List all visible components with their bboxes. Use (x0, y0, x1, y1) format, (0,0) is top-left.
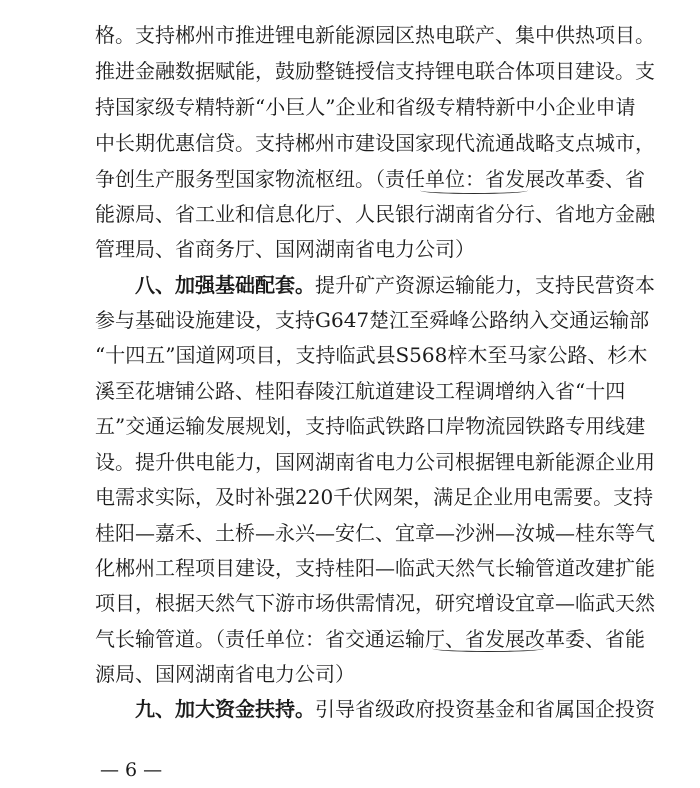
section-8-heading: 八、加强基础配套。 (135, 273, 315, 297)
text-line: 电需求实际，及时补强220千伏网架，满足企业用电需要。支持 (95, 485, 654, 509)
text-line: 桂阳—嘉禾、土桥—永兴—安仁、宜章—沙洲—汝城—桂东等气 (95, 521, 655, 545)
text-line: 推进金融数据赋能，鼓励整链授信支持锂电联合体项目建设。支 (95, 59, 655, 83)
text-line: 化郴州工程项目建设，支持桂阳—临武天然气长输管道改建扩能 (95, 556, 655, 580)
text-line: 项目，根据天然气下游市场供需情况，研究增设宜章—临武天然 (95, 591, 655, 615)
page-number: — 6 — (100, 759, 163, 781)
text-line: 气长输管道。（责任单位：省交通运输厅、省发展改革委、省能 (95, 627, 645, 651)
handwritten-underline (432, 645, 544, 652)
handwritten-underline (420, 187, 528, 194)
text-line: 能源局、省工业和信息化厅、人民银行湖南省分行、省地方金融 (95, 202, 655, 226)
text-line: 源局、国网湖南省电力公司） (95, 662, 355, 686)
text-line: “十四五”国道网项目，支持临武县S568梓木至马家公路、杉木 (95, 343, 648, 367)
text-line: 争创生产服务型国家物流枢纽。（责任单位：省发展改革委、省 (95, 167, 645, 191)
text-line: 五”交通运输发展规划，支持临武铁路口岸物流园铁路专用线建 (95, 414, 646, 438)
text-line: 设。提升供电能力，国网湖南省电力公司根据锂电新能源企业用 (95, 450, 655, 474)
text-line: 中长期优惠信贷。支持郴州市建设国家现代流通战略支点城市， (95, 131, 655, 155)
section-8-first-line (135, 270, 655, 300)
text-line: 格。支持郴州市推进锂电新能源园区热电联产、集中供热项目。 (95, 23, 655, 47)
text-line: 溪至花塘铺公路、桂阳春陵江航道建设工程调增纳入省“十四 (95, 379, 626, 403)
section-9-heading: 九、加大资金扶持。 (135, 697, 315, 721)
section-9-first-line (135, 694, 655, 724)
text-line: 参与基础设施建设，支持G647楚江至舜峰公路纳入交通运输部 (95, 308, 650, 332)
section-9-first-text: 引导省级政府投资基金和省属国企投资 (315, 697, 655, 721)
text-line: 管理局、省商务厅、国网湖南省电力公司） (95, 237, 475, 261)
section-8-first-text: 提升矿产资源运输能力，支持民营资本 (315, 273, 655, 297)
text-line: 持国家级专精特新“小巨人”企业和省级专精特新中小企业申请 (95, 95, 636, 119)
